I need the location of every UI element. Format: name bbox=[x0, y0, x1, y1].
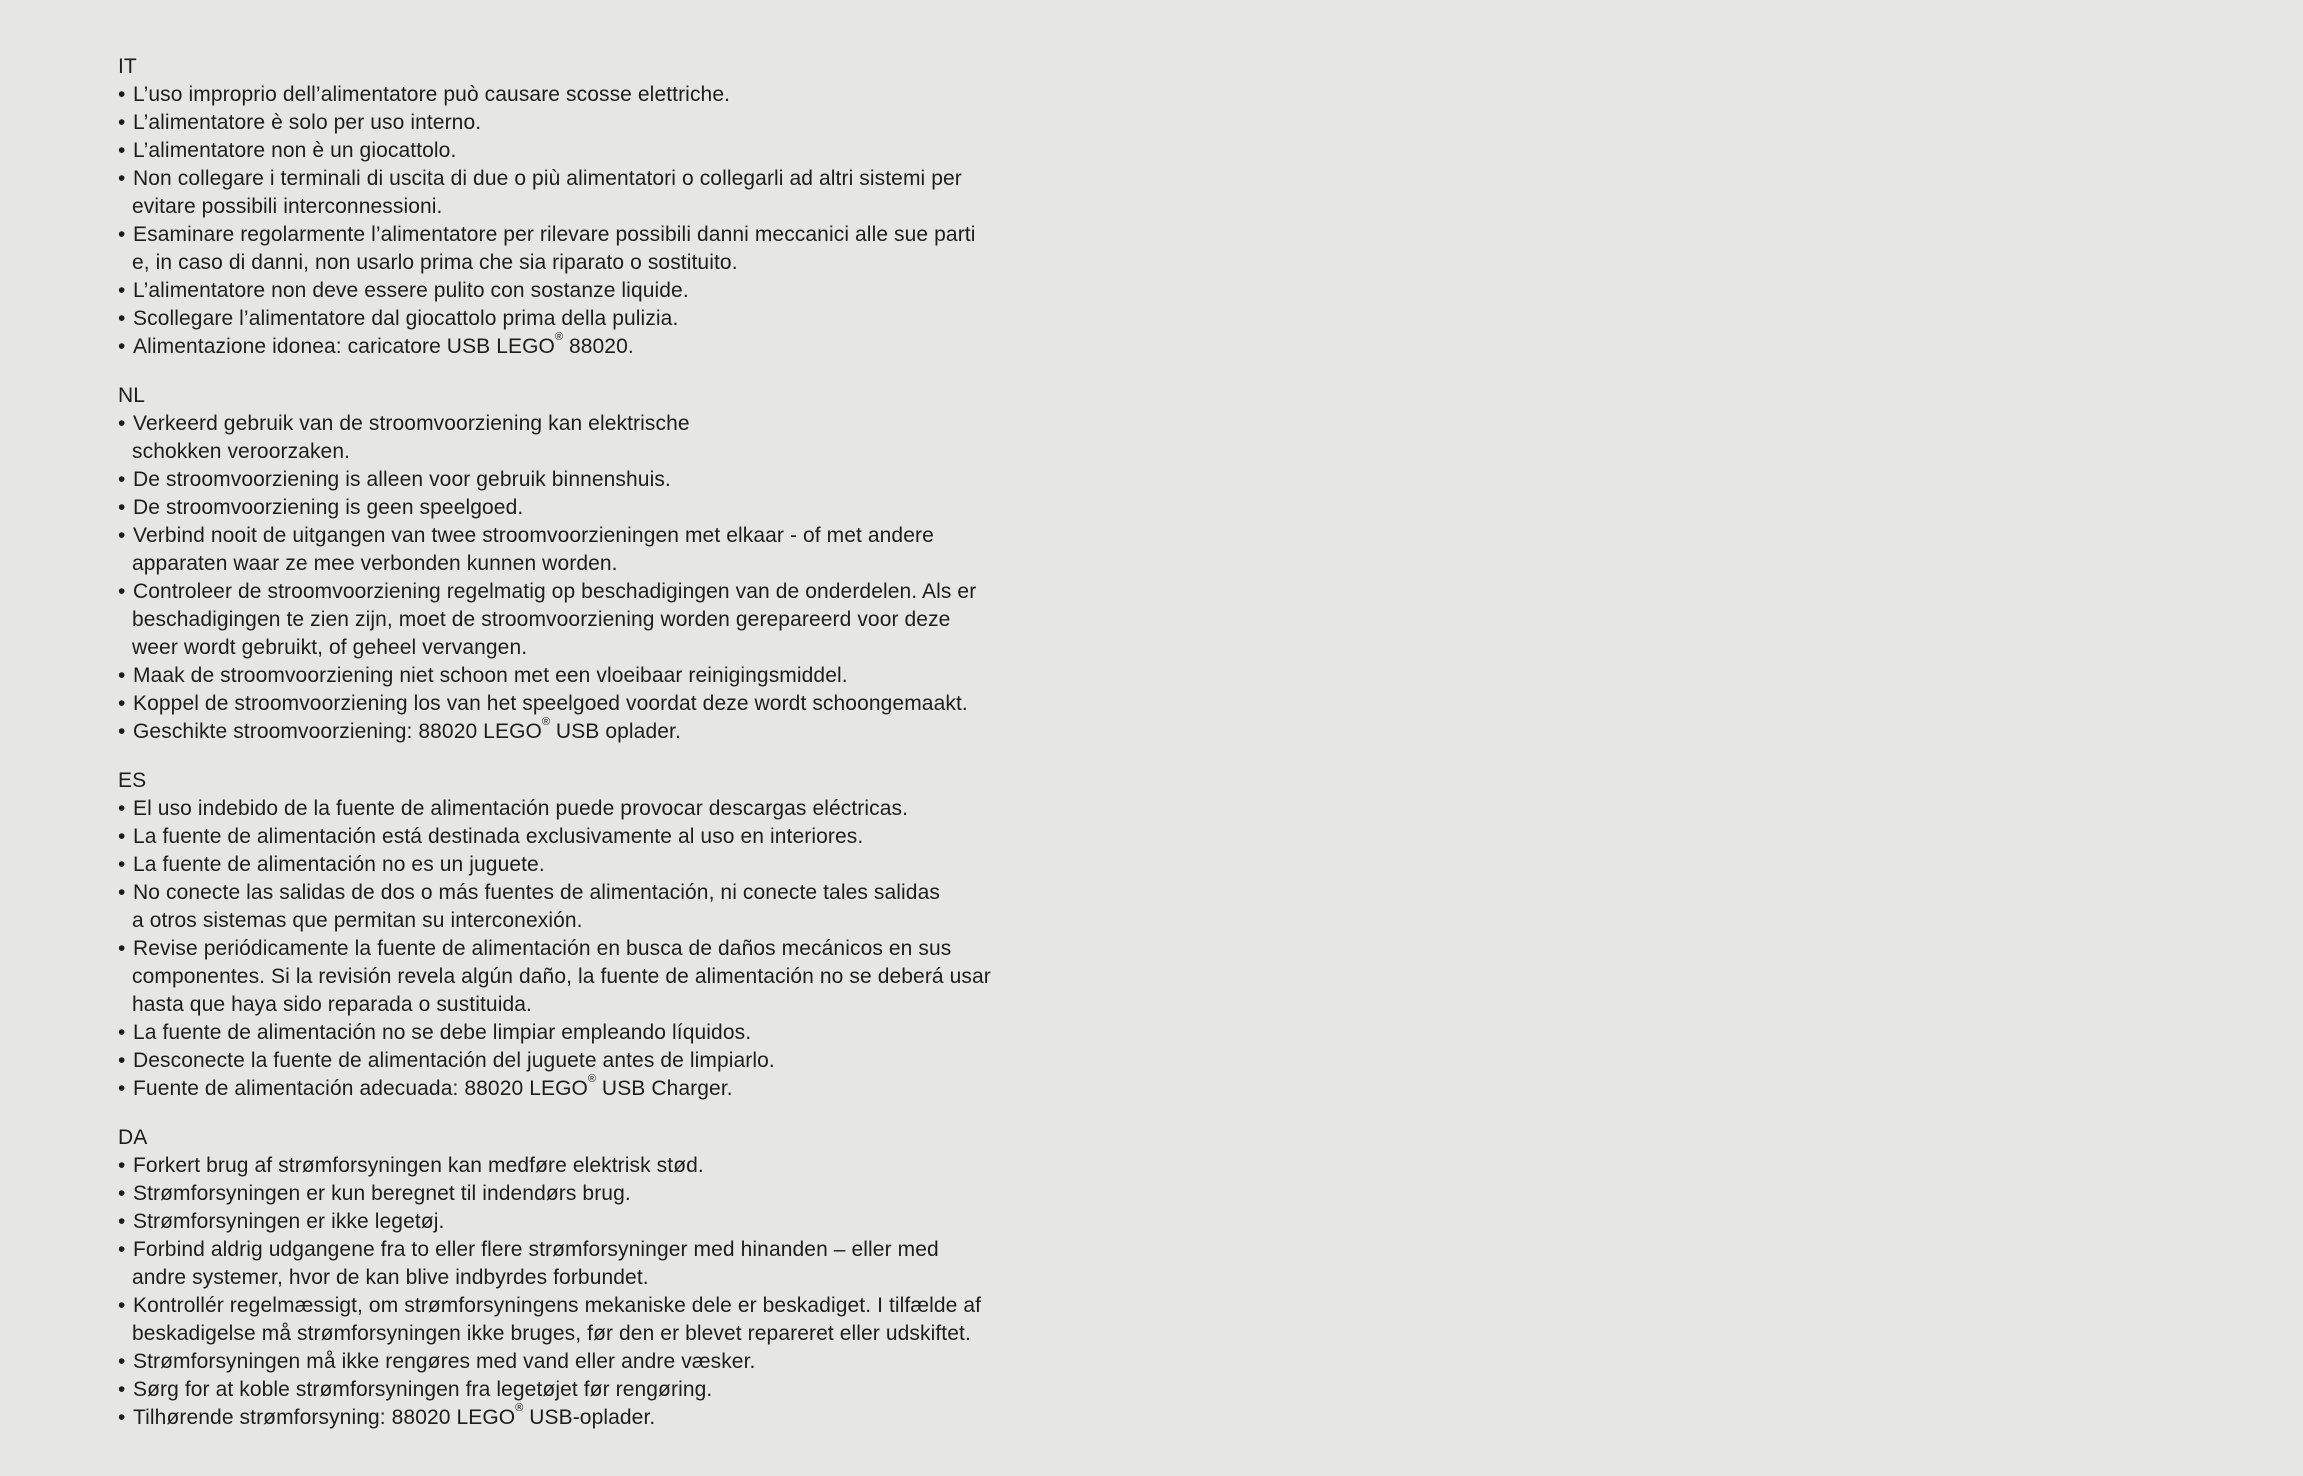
bullet-line-text: Koppel de stroomvoorziening los van het speelgoed voordat deze wordt schoongemaakt. bbox=[133, 692, 968, 715]
registered-trademark-symbol: ® bbox=[587, 1073, 596, 1086]
bullet-continuation-line bbox=[118, 634, 991, 662]
bullet-marker: • bbox=[118, 1049, 126, 1072]
bullet-marker: • bbox=[118, 1077, 126, 1100]
bullet-line bbox=[118, 1348, 991, 1376]
bullet-line-text: L’alimentatore non è un giocattolo. bbox=[133, 139, 457, 162]
bullet-line-text: De stroomvoorziening is alleen voor gebruik binnenshuis. bbox=[133, 468, 671, 491]
bullet-continuation-line bbox=[118, 550, 991, 578]
bullet-line bbox=[118, 494, 991, 522]
bullet-line bbox=[118, 690, 991, 718]
bullet-line bbox=[118, 137, 991, 165]
bullet-line bbox=[118, 333, 991, 361]
bullet-item bbox=[118, 1348, 991, 1376]
bullet-line-text: Alimentazione idonea: caricatore USB LEGO® 88020. bbox=[133, 331, 634, 358]
bullet-line-text: Non collegare i terminali di uscita di due o più alimentatori o collegarli ad altri sistemi per bbox=[133, 167, 962, 190]
bullet-line-text: De stroomvoorziening is geen speelgoed. bbox=[133, 496, 524, 519]
bullet-line-text: Forbind aldrig udgangene fra to eller flere strømforsyninger med hinanden – eller med bbox=[133, 1238, 939, 1261]
bullet-line bbox=[118, 851, 991, 879]
bullet-line bbox=[118, 466, 991, 494]
bullet-line-text: Esaminare regolarmente l’alimentatore per rilevare possibili danni meccanici alle sue parti bbox=[133, 223, 976, 246]
bullet-marker: • bbox=[118, 167, 126, 190]
bullet-line-text: weer wordt gebruikt, of geheel vervangen. bbox=[132, 636, 528, 659]
registered-trademark-symbol: ® bbox=[541, 716, 550, 729]
bullet-item bbox=[118, 690, 991, 718]
bullet-marker: • bbox=[118, 223, 126, 246]
bullet-line bbox=[118, 879, 991, 907]
bullet-line-text: Desconecte la fuente de alimentación del juguete antes de limpiarlo. bbox=[133, 1049, 775, 1072]
bullet-item bbox=[118, 410, 991, 466]
bullet-item bbox=[118, 1376, 991, 1404]
registered-trademark-symbol: ® bbox=[554, 331, 564, 344]
language-header: NL bbox=[118, 384, 146, 407]
bullet-item bbox=[118, 494, 991, 522]
language-header: ES bbox=[118, 769, 147, 792]
bullet-continuation-line bbox=[118, 606, 991, 634]
bullet-marker: • bbox=[118, 720, 126, 743]
bullet-marker: • bbox=[118, 1406, 126, 1429]
bullet-line-text: No conecte las salidas de dos o más fuentes de alimentación, ni conecte tales salidas bbox=[133, 881, 940, 904]
bullet-marker: • bbox=[118, 580, 126, 603]
bullet-item bbox=[118, 935, 991, 1019]
language-header: IT bbox=[118, 55, 137, 78]
bullet-line bbox=[118, 165, 991, 193]
bullet-line-text: componentes. Si la revisión revela algún daño, la fuente de alimentación no se deberá usar bbox=[132, 965, 991, 988]
bullet-marker: • bbox=[118, 664, 126, 687]
bullet-marker: • bbox=[118, 937, 126, 960]
bullet-continuation-line bbox=[118, 438, 991, 466]
bullet-marker: • bbox=[118, 1238, 126, 1261]
bullet-line-text: Strømforsyningen er ikke legetøj. bbox=[133, 1210, 445, 1233]
bullet-continuation-line bbox=[118, 1320, 991, 1348]
bullet-marker: • bbox=[118, 412, 126, 435]
bullet-line-text: Verkeerd gebruik van de stroomvoorziening kan elektrische bbox=[133, 412, 690, 435]
language-section-nl bbox=[118, 382, 991, 746]
bullet-line bbox=[118, 1075, 991, 1103]
bullet-line-text: Forkert brug af strømforsyningen kan medføre elektrisk stød. bbox=[133, 1154, 704, 1177]
bullet-line bbox=[118, 578, 991, 606]
safety-instructions-block bbox=[118, 53, 991, 1432]
bullet-line-text: El uso indebido de la fuente de alimentación puede provocar descargas eléctricas. bbox=[133, 797, 909, 820]
bullet-line-text: evitare possibili interconnessioni. bbox=[132, 195, 443, 218]
bullet-line bbox=[118, 522, 991, 550]
bullet-marker: • bbox=[118, 797, 126, 820]
bullet-line bbox=[118, 823, 991, 851]
bullet-line bbox=[118, 410, 991, 438]
bullet-item bbox=[118, 522, 991, 578]
bullet-continuation-line bbox=[118, 1264, 991, 1292]
bullet-marker: • bbox=[118, 1021, 126, 1044]
bullet-item bbox=[118, 81, 991, 109]
bullet-line bbox=[118, 1404, 991, 1432]
bullet-line bbox=[118, 935, 991, 963]
bullet-line bbox=[118, 795, 991, 823]
bullet-line-text: a otros sistemas que permitan su interconexión. bbox=[132, 909, 583, 932]
bullet-marker: • bbox=[118, 83, 126, 106]
bullet-line-text: Fuente de alimentación adecuada: 88020 LEGO® USB Charger. bbox=[133, 1073, 733, 1100]
registered-trademark-symbol: ® bbox=[515, 1402, 524, 1415]
bullet-line bbox=[118, 662, 991, 690]
bullet-line-text: Geschikte stroomvoorziening: 88020 LEGO® USB oplader. bbox=[133, 716, 681, 743]
bullet-item bbox=[118, 879, 991, 935]
bullet-item bbox=[118, 795, 991, 823]
bullet-line bbox=[118, 1376, 991, 1404]
bullet-line-text: L’alimentatore è solo per uso interno. bbox=[133, 111, 482, 134]
bullet-item bbox=[118, 823, 991, 851]
bullet-line-text: La fuente de alimentación está destinada exclusivamente al uso en interiores. bbox=[133, 825, 864, 848]
bullet-item bbox=[118, 109, 991, 137]
language-header: DA bbox=[118, 1126, 148, 1149]
bullet-line-text: Scollegare l’alimentatore dal giocattolo prima della pulizia. bbox=[133, 307, 679, 330]
bullet-line-text: hasta que haya sido reparada o sustituida. bbox=[132, 993, 532, 1016]
bullet-line-text: Controleer de stroomvoorziening regelmatig op beschadigingen van de onderdelen. Als er bbox=[133, 580, 977, 603]
bullet-line bbox=[118, 81, 991, 109]
bullet-line-text: beskadigelse må strømforsyningen ikke bruges, før den er blevet repareret eller udskiftet. bbox=[132, 1322, 971, 1345]
bullet-line-text: Sørg for at koble strømforsyningen fra legetøjet før rengøring. bbox=[133, 1378, 713, 1401]
bullet-line-text: e, in caso di danni, non usarlo prima che sia riparato o sostituito. bbox=[132, 251, 738, 274]
bullet-line-text: Kontrollér regelmæssigt, om strømforsyningens mekaniske dele er beskadiget. I tilfælde af bbox=[133, 1294, 982, 1317]
bullet-marker: • bbox=[118, 1378, 126, 1401]
bullet-line bbox=[118, 221, 991, 249]
language-section-it bbox=[118, 53, 991, 361]
bullet-marker: • bbox=[118, 279, 126, 302]
bullet-line-text: andre systemer, hvor de kan blive indbyrdes forbundet. bbox=[132, 1266, 649, 1289]
bullet-line-text: Revise periódicamente la fuente de alimentación en busca de daños mecánicos en sus bbox=[133, 937, 952, 960]
language-section-es bbox=[118, 767, 991, 1103]
bullet-marker: • bbox=[118, 692, 126, 715]
bullet-line bbox=[118, 1047, 991, 1075]
bullet-line bbox=[118, 718, 991, 746]
bullet-line bbox=[118, 1236, 991, 1264]
bullet-item bbox=[118, 221, 991, 277]
bullet-line-text: Maak de stroomvoorziening niet schoon met een vloeibaar reinigingsmiddel. bbox=[133, 664, 848, 687]
bullet-line-text: Strømforsyningen må ikke rengøres med vand eller andre væsker. bbox=[133, 1350, 756, 1373]
bullet-item bbox=[118, 1180, 991, 1208]
bullet-item bbox=[118, 851, 991, 879]
bullet-item bbox=[118, 1292, 991, 1348]
bullet-item bbox=[118, 137, 991, 165]
bullet-line-text: La fuente de alimentación no es un juguete. bbox=[133, 853, 545, 876]
bullet-line-text: schokken veroorzaken. bbox=[132, 440, 351, 463]
bullet-line bbox=[118, 1152, 991, 1180]
bullet-item bbox=[118, 165, 991, 221]
bullet-item bbox=[118, 662, 991, 690]
bullet-item bbox=[118, 1152, 991, 1180]
bullet-item bbox=[118, 466, 991, 494]
bullet-marker: • bbox=[118, 111, 126, 134]
bullet-line bbox=[118, 109, 991, 137]
bullet-item bbox=[118, 1208, 991, 1236]
bullet-item bbox=[118, 333, 991, 361]
bullet-marker: • bbox=[118, 825, 126, 848]
bullet-continuation-line bbox=[118, 991, 991, 1019]
bullet-item bbox=[118, 277, 991, 305]
bullet-item bbox=[118, 1075, 991, 1103]
bullet-line bbox=[118, 1180, 991, 1208]
bullet-item bbox=[118, 1019, 991, 1047]
bullet-line bbox=[118, 1292, 991, 1320]
bullet-line-text: Strømforsyningen er kun beregnet til indendørs brug. bbox=[133, 1182, 631, 1205]
bullet-marker: • bbox=[118, 335, 126, 358]
bullet-line-text: L’alimentatore non deve essere pulito con sostanze liquide. bbox=[133, 279, 689, 302]
bullet-marker: • bbox=[118, 468, 126, 491]
bullet-marker: • bbox=[118, 307, 126, 330]
bullet-continuation-line bbox=[118, 963, 991, 991]
bullet-item bbox=[118, 578, 991, 662]
bullet-line bbox=[118, 1208, 991, 1236]
bullet-line-text: L’uso improprio dell’alimentatore può causare scosse elettriche. bbox=[133, 83, 731, 106]
bullet-line bbox=[118, 277, 991, 305]
bullet-item bbox=[118, 305, 991, 333]
bullet-line-text: Tilhørende strømforsyning: 88020 LEGO® USB-oplader. bbox=[133, 1402, 656, 1429]
bullet-marker: • bbox=[118, 1154, 126, 1177]
bullet-continuation-line bbox=[118, 249, 991, 277]
bullet-line bbox=[118, 305, 991, 333]
bullet-marker: • bbox=[118, 1210, 126, 1233]
bullet-marker: • bbox=[118, 1350, 126, 1373]
bullet-continuation-line bbox=[118, 907, 991, 935]
bullet-line-text: Verbind nooit de uitgangen van twee stroomvoorzieningen met elkaar - of met andere bbox=[133, 524, 934, 547]
bullet-marker: • bbox=[118, 139, 126, 162]
bullet-line-text: La fuente de alimentación no se debe limpiar empleando líquidos. bbox=[133, 1021, 752, 1044]
bullet-line-text: beschadigingen te zien zijn, moet de stroomvoorziening worden gerepareerd voor deze bbox=[132, 608, 951, 631]
bullet-marker: • bbox=[118, 496, 126, 519]
bullet-line bbox=[118, 1019, 991, 1047]
bullet-line-text: apparaten waar ze mee verbonden kunnen worden. bbox=[132, 552, 618, 575]
bullet-marker: • bbox=[118, 524, 126, 547]
language-section-da bbox=[118, 1124, 991, 1432]
bullet-item bbox=[118, 718, 991, 746]
bullet-item bbox=[118, 1236, 991, 1292]
bullet-marker: • bbox=[118, 853, 126, 876]
bullet-marker: • bbox=[118, 1182, 126, 1205]
bullet-continuation-line bbox=[118, 193, 991, 221]
bullet-item bbox=[118, 1047, 991, 1075]
bullet-item bbox=[118, 1404, 991, 1432]
bullet-marker: • bbox=[118, 1294, 126, 1317]
bullet-marker: • bbox=[118, 881, 126, 904]
